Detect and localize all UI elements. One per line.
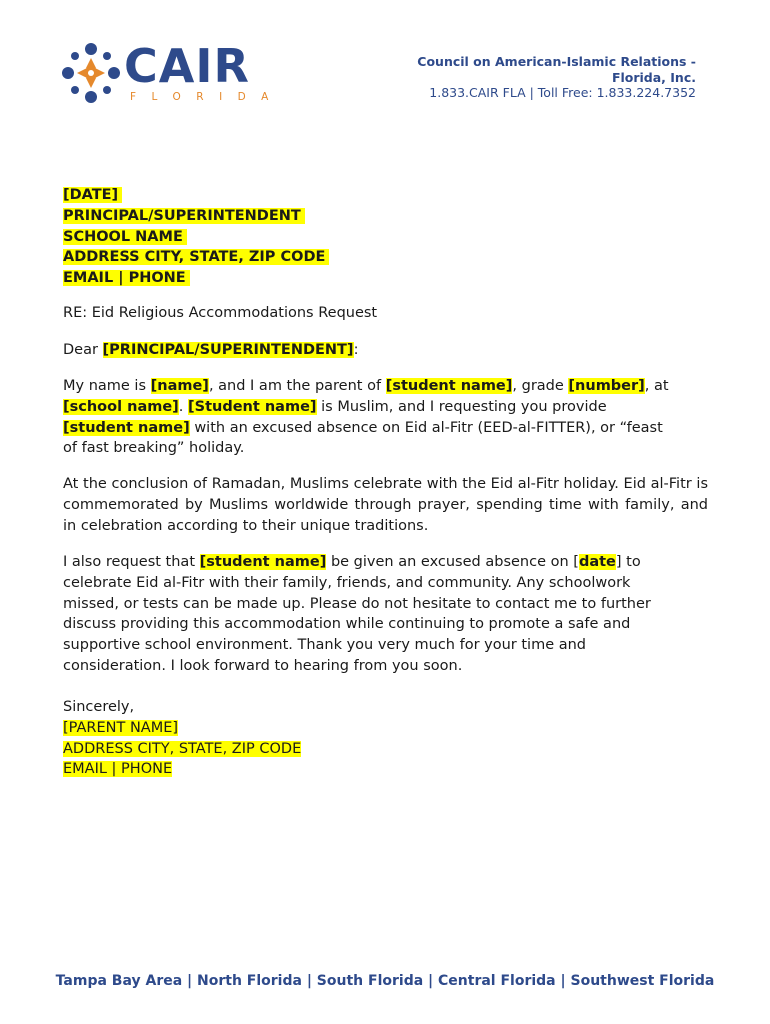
org-name-line2: Florida, Inc. — [611, 69, 696, 85]
paragraph-3 — [63, 552, 708, 677]
salutation — [63, 340, 708, 361]
text-run: with an excused absence on Eid al-Fitr (EED-al-FITTER), or “feast — [189, 419, 663, 436]
text-line: discuss providing this accommodation while continuing to promote a safe and — [63, 616, 631, 633]
paragraph-2: At the conclusion of Ramadan, Muslims celebrate with the Eid al-Fitr holiday. Eid al-Fitr is commemorated by Muslims worldwide through prayer, spending time with family, and in celebration according to their unique traditions. — [63, 476, 708, 534]
org-info — [366, 54, 696, 101]
field-school-name: [school name] — [63, 398, 179, 415]
org-name-line1: Council on American-Islamic Relations - — [417, 54, 696, 69]
closing-block — [63, 697, 301, 780]
closing-contact: EMAIL | PHONE — [63, 761, 173, 778]
recipient-principal: PRINCIPAL/SUPERINTENDENT — [63, 208, 305, 224]
text-run: of fast breaking” holiday. — [63, 440, 245, 457]
cair-emblem-icon — [60, 40, 122, 106]
field-date: date — [578, 554, 616, 570]
org-phones: 1.833.CAIR FLA | Toll Free: 1.833.224.7352 — [429, 85, 696, 100]
re-line: RE: Eid Religious Accommodations Request — [63, 305, 378, 321]
text-line: celebrate Eid al-Fitr with their family, friends, and community. Any schoolwork — [63, 574, 631, 591]
logo-wordmark: CAIR — [124, 39, 250, 93]
salutation-prefix: Dear — [63, 342, 103, 358]
recipient-block — [63, 185, 329, 289]
text-run: My name is — [63, 378, 151, 394]
field-student-name: [Student name] — [188, 398, 317, 415]
text-run: , at — [644, 378, 669, 394]
text-line: consideration. I look forward to hearing from you soon. — [63, 657, 463, 674]
closing-parent-name: [PARENT NAME] — [63, 719, 179, 736]
recipient-contact: EMAIL | PHONE — [63, 270, 190, 286]
salutation-name: [PRINCIPAL/SUPERINTENDENT] — [102, 342, 354, 358]
text-run: is Muslim, and I requesting you provide — [316, 398, 607, 415]
field-grade: [number] — [568, 378, 645, 394]
cair-florida-logo — [60, 39, 284, 106]
footer-regions: Tampa Bay Area | North Florida | South Florida | Central Florida | Southwest Florida — [55, 973, 715, 989]
recipient-school: SCHOOL NAME — [63, 229, 187, 245]
closing-address: ADDRESS CITY, STATE, ZIP CODE — [63, 740, 302, 757]
text-run: be given an excused absence on [ — [326, 554, 579, 570]
text-line: missed, or tests can be made up. Please do not hesitate to contact me to further — [63, 595, 651, 612]
field-parent-name: [name] — [150, 378, 209, 394]
text-run: I also request that — [63, 554, 200, 570]
field-student-name: [student name] — [385, 378, 513, 394]
logo-subtitle: FLORIDA — [130, 91, 284, 103]
paragraph-1 — [63, 376, 708, 459]
field-student-name: [student name] — [63, 419, 190, 436]
closing-sincerely: Sincerely, — [63, 699, 135, 715]
salutation-suffix: : — [353, 342, 359, 358]
text-run: , and I am the parent of — [208, 378, 386, 394]
recipient-address: ADDRESS CITY, STATE, ZIP CODE — [63, 249, 329, 265]
field-student-name: [student name] — [199, 554, 327, 570]
text-run: . — [178, 398, 189, 415]
recipient-date: [DATE] — [63, 187, 122, 203]
text-run: , grade — [512, 378, 569, 394]
text-line: supportive school environment. Thank you very much for your time and — [63, 637, 586, 654]
text-run: ] to — [615, 554, 641, 570]
